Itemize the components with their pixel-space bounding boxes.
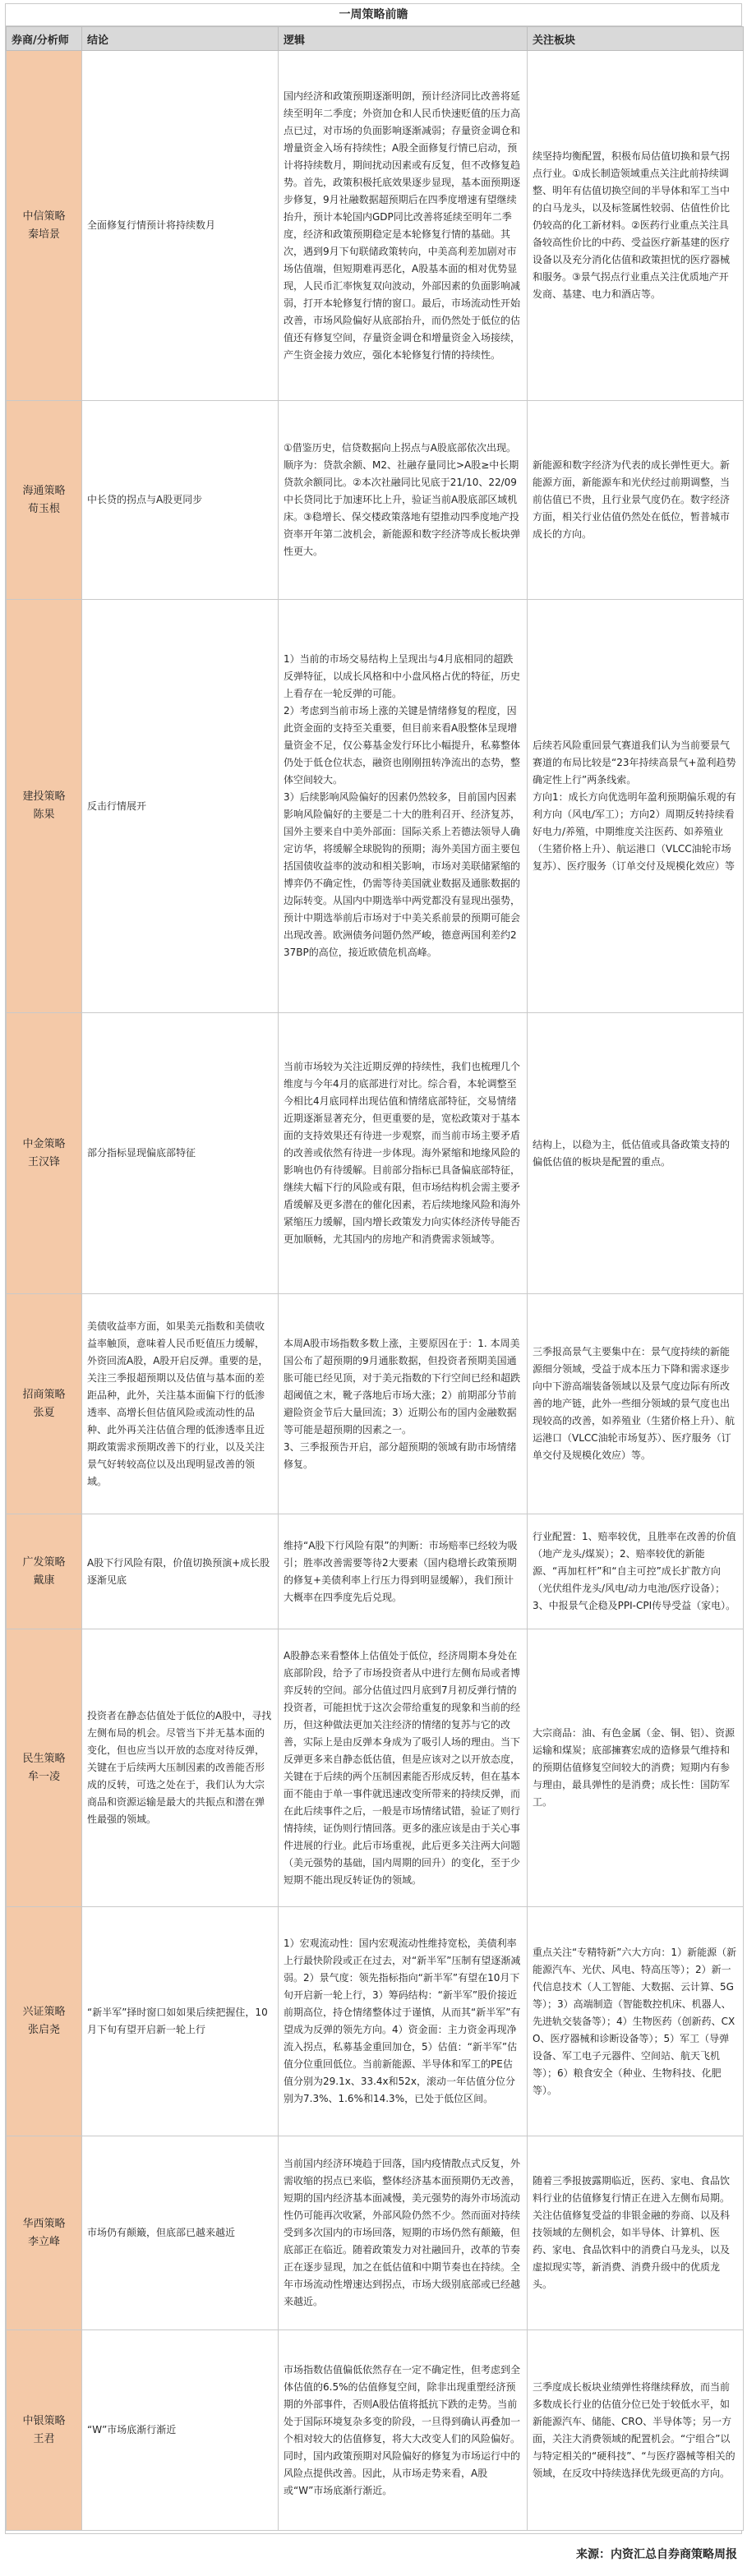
- header-conclusion: 结论: [82, 27, 279, 51]
- broker-cell: [7, 1294, 82, 1514]
- table-row: [7, 1629, 744, 1907]
- logic-cell: 当前市场较为关注近期反弹的持续性，我们也梳理几个维度与今年4月的底部进行对比。综合看，本轮调整至今相比4月底同样出现估值和情绪底部特征，交易情绪近期逐渐显著充分，但更重要的是，宽松政策对于基本面的支持效果还有待进一步观察，而当前市场主要矛盾的改善或依然有待进一步体现。海外紧缩和地缘风险的影响也仍有待缓解。目前部分指标已具备偏底部特征，继续大幅下行的风险或有限，但市场结构机会需主要矛盾缓解及更多潜在的催化因素，若后续地缘风险和海外紧缩压力缓解，国内增长政策发力向实体经济传导能否更加顺畅，尤其国内的房地产和消费需求领域等。: [279, 1013, 528, 1294]
- analyst-name: 李立峰: [27, 2235, 60, 2248]
- logic-cell: 当前国内经济环境趋于回落，国内疫情散点式反复，外需收缩的拐点已来临，整体经济基本面预期仍无改善，短期的国内经济基本面减慢，美元强势的海外市场流动性仍可能再次收紧，外部风险仍然不少。然而面对持续受到多次国内的市场回落，短期的市场仍然有颠簸，但底部正在临近。随着政策发力对社融回升，改革的节奏正在逐步显现，加之在低估值和中期节奏也在持续。全年市场流动性增速达到拐点，市场大级别底部或已经越来越近。: [279, 2136, 528, 2330]
- focus-cell: 续坚持均衡配置，积极布局估值切换和景气拐点行业。①成长制造领域重点关注此前持续调整、明年有估值切换空间的半导体和军工当中的白马龙头，以及标签属性较弱、估值性价比仍较高的化工新材料。②医药行业重点关注具备较高性价比的中药、受益医疗新基建的医疗设备以及充分消化估值和政策担忧的医疗器械和服务。③景气拐点行业重点关注优质地产开发商、基建、电力和酒店等。: [528, 51, 744, 401]
- table-header-row: [7, 27, 744, 51]
- logic-cell: ①借鉴历史，信贷数据向上拐点与A股底部依次出现。顺序为：贷款余额、M2、社融存量同比>A股≥中长期贷款余额同比。②本次社融同比见底于21/10、22/09中长贷同比于加速环比上升，验证当前A股底部区域机床。③稳增长、保交楼政策落地有望推动四季度地产投资率开年第二波机会，新能源和数字经济等成长板块弹性更大。: [279, 401, 528, 600]
- analyst-name: 牟一凌: [27, 1770, 60, 1783]
- strategy-summary-sheet: [5, 3, 742, 2534]
- broker-cell: [7, 1907, 82, 2136]
- conclusion-cell: 中长贷的拐点与A股更同步: [82, 401, 279, 600]
- header-focus: 关注板块: [528, 27, 744, 51]
- focus-cell: 大宗商品：油、有色金属（金、铜、铝）、资源运输和煤炭；底部擁赛宏成的造修景气维持和的预期估值修复空间较大的消费；短期内有参与理由，最具弹性的是消费；成长性：国防军工。: [528, 1629, 744, 1907]
- analyst-name: 张启尧: [27, 2024, 60, 2036]
- conclusion-cell: A股下行风险有限，价值切换预演+成长股逐渐见底: [82, 1514, 279, 1629]
- broker-name: 海通策略: [22, 484, 66, 497]
- broker-name: 建投策略: [22, 790, 66, 803]
- logic-cell: 维持“A股下行风险有限”的判断：市场赔率已经较为吸引；胜率改善需要等待2大要素（国内稳增长政策预期的修复+美债利率上行压力得到明显缓解），我们预计大概率在四季度先后兑现。: [279, 1514, 528, 1629]
- conclusion-cell: 市场仍有颠簸，但底部已越来越近: [82, 2136, 279, 2330]
- table-row: [7, 401, 744, 600]
- analyst-name: 王汉锋: [27, 1155, 60, 1168]
- conclusion-cell: 投资者在静态估值处于低位的A股中，寻找左侧布局的机会。尽管当下并无基本面的变化，但也应当以开放的态度对待反弹，关键在于后续两大压制因素的改善能否形成的反转，可选之处在于，我们认为大宗商品和资源运输是最大的共振点和潜在弹性最强的领域。: [82, 1629, 279, 1907]
- logic-cell: 市场指数估值偏低依然存在一定不确定性，但考虑到全体估值的6.5%的估值修复空间，除非出现重塑经济预期的外部事件，否则A股估值将抵抗下跌的走势。当前处于国际环境复杂多变的阶段，一旦得到确认再叠加一个相对较大的估值修复，将大大改变人们的风险偏好。同时，国内政策预期对风险偏好的修复为市场运行中的风险点提供改善。因此，从市场走势来看，A股或“W”市场底渐行渐近。: [279, 2330, 528, 2531]
- conclusion-cell: 部分指标显现偏底部特征: [82, 1013, 279, 1294]
- analyst-name: 戴康: [33, 1574, 55, 1587]
- table-row: [7, 600, 744, 1013]
- header-logic: 逻辑: [279, 27, 528, 51]
- broker-name: 兴证策略: [22, 2006, 66, 2018]
- broker-name: 中信策略: [22, 210, 66, 223]
- focus-cell: 后续若风险重回景气赛道我们认为当前要景气赛道的布局比较是“23年持续高景气+盈利趋势确定性上行”两条线索。 方向1：成长方向优选明年盈利预期偏乐观的有利方向（风电/军工）；方向2）周期反转持续看好电力/养殖，中期维度关注医药、如养殖业（生猪价格上升）、航运港口（VLCC油轮市场复苏）、医疗服务（订单交付及规模化效应）等: [528, 600, 744, 1013]
- logic-cell: 1）宏观流动性：国内宏观流动性维持宽松，美债利率上行最快阶段或正在过去，对“新半军”压制有望逐渐减弱。2）景气度：领先指标指向“新半军”有望在10月下旬开启新一轮上行，3）筹码结构：“新半军”股价接近前期高位，持仓情绪整体过于谨慎，从而其“新半军”有望成为反弹的领先方向。4）资金面：主力资金再现净流入拐点，私募基金重回加仓，5）估值：“新半军”估值分位重回低位。当前新能源、半导体和军工的PE估值分别为29.1x、33.4x和52x，滚动一年估值分位分别为7.3%、1.6%和14.3%，已处于低位区间。: [279, 1907, 528, 2136]
- broker-name: 民生策略: [22, 1752, 66, 1765]
- focus-cell: 三季度成长板块业绩弹性将继续释放，而当前多数成长行业的估值分位已处于较低水平，如新能源汽车、储能、CRO、半导体等；另一方面，关注大消费领域的配置机会。“宁组合”以与特定相关的“硬科技”、“与医疗器械等相关的领域，在反攻中持续选择优先级更高的方向。: [528, 2330, 744, 2531]
- logic-cell: 1）当前的市场交易结构上呈现出与4月底相同的超跌反弹特征，以成长风格和中小盘风格占优的特征，历史上看存在一轮反弹的可能。 2）考虑到当前市场上涨的关键是情绪修复的程度，因此资金面的支持至关重要，但目前来看A股整体呈现增量资金不足，仅公募基金发行环比小幅提升，私募整体仍处于低仓位状态，融资也刚刚扭转净流出的态势，整体空间较大。 3）后续影响风险偏好的因素仍然较多，目前国内因素影响风险偏好的主要是二十大的胜利召开、经济复苏，国外主要来自中美外部面：国际关系上若德法领导人确定访华，将缓解全球脱钩的预期；海外美国方面主要包括国债收益率的波动和相关影响，市场对美联储紧缩的博弈仍不确定性，仍需等待美国就业数据及通胀数据的边际转变。从国内中期选举中两党都没有显现出强势，预计中期选举前后市场对于中美关系前景的预期可能会出现改善。欧洲债务问题仍然严峻，德意两国利差约237BP的高位，接近欧债危机高峰。: [279, 600, 528, 1013]
- table-row: [7, 1907, 744, 2136]
- table-row: [7, 1514, 744, 1629]
- strategy-table: [6, 26, 744, 2531]
- focus-cell: 结构上，以稳为主，低估值或具备政策支持的偏低估值的板块是配置的重点。: [528, 1013, 744, 1294]
- table-row: [7, 1013, 744, 1294]
- broker-cell: [7, 2136, 82, 2330]
- broker-cell: [7, 1629, 82, 1907]
- broker-name: 中金策略: [22, 1137, 66, 1150]
- conclusion-cell: 美债收益率方面，如果美元指数和美债收益率触顶，意味着人民币贬值压力缓解，外资回流A股，A股开启反弹。重要的是，关注三季报超预期以及估值与基本面的差距品种，此外，关注基本面偏下行的低渗透率、高增长但估值风险或流动性的品种、此外再关注估值合理的低渗透率且近期政策需求预期改善下的行业，以及关注景气好转较高位以及出现明显改善的领域。: [82, 1294, 279, 1514]
- conclusion-cell: “新半军”择时窗口如如果后续把握住，10月下旬有望开启新一轮上行: [82, 1907, 279, 2136]
- logic-cell: 国内经济和政策预期逐渐明朗，预计经济同比改善将延续至明年二季度；外资加仓和人民币快速贬值的压力高点已过，对市场的负面影响逐渐减弱；存量资金调仓和增量资金入场有持续性；A股全面修复行情已启动，预计将持续数月，期间扰动因素或有反复，但不改修复趋势。首先，政策积极托底效果逐步显现，基本面预期逐步修复，9月社融数据超预期后在四季度增速有望继续抬升，预计本轮国内GDP同比改善将延续至明年二季度，经济和政策预期稳定是本轮修复行情的基础。其次，遇到9月下旬联储政策转向，中美高利差加剧对市场估值端，但短期难再恶化，A股基本面的相对优势显现，人民币汇率恢复双向波动，外部因素的负面影响减弱，打开本轮修复行情的窗口。最后，市场流动性开始改善，市场风险偏好从底部抬升，而仍然处于低位的估值还有修复空间，存量资金调仓和增量资金入场接续，产生资金接力效应，强化本轮修复行情的持续性。: [279, 51, 528, 401]
- analyst-name: 张夏: [33, 1406, 55, 1419]
- focus-cell: 三季报高景气主要集中在：景气度持续的新能源细分领域，受益于成本压力下降和需求逐步向中下游高端装备领域以及景气度边际有所改善的地产链，此外一些细分领域的景气度也出现较高的改善，如养殖业（生猪价格上升）、航运港口（VLCC油轮市场复苏）、医疗服务（订单交付及规模化效应）等。: [528, 1294, 744, 1514]
- table-row: [7, 1294, 744, 1514]
- broker-cell: [7, 2330, 82, 2531]
- broker-cell: [7, 1514, 82, 1629]
- table-row: [7, 51, 744, 401]
- conclusion-cell: 全面修复行情预计将持续数月: [82, 51, 279, 401]
- logic-cell: A股静态来看整体上估值处于低位，经济周期本身处在底部阶段，给予了市场投资者从中进行左侧布局或者博弈反转的空间。部分估值过四月底到7月初反弹行情的投资者，可能担忧于这次会带给重复的现象和当前的经历，但这种做法更加关注经济的情绪的复苏与它的改善，实际上是由反弹本身成为了吸引人场的理由。当下反弹更多来自静态低估值，但是应该对之以开放态度，关键在于后续的两个压制因素能否形成反转，但在基本面不能由于单一事件就迅速改变所带来的持续反弹，而在此后续事件之后，一般是市场情绪试错，验证了则行情持续，证伪则行情回落。更多的涨应该是由于关心事件进展的行业。此后市场重视，此后更多关注两大问题（美元强势的基础，国内周期的回升）的变化，至于少短期不能出现反转证伪的领域。: [279, 1629, 528, 1907]
- table-row: [7, 2330, 744, 2531]
- broker-cell: [7, 1013, 82, 1294]
- analyst-name: 王君: [33, 2432, 55, 2445]
- focus-cell: 行业配置：1、赔率较优，且胜率在改善的价值（地产龙头/煤炭）；2、赔率较优的新能源、“再加杠杆”和“自主可控”成长扩散方向（光伏组件龙头/风电/动力电池/医疗设备）；3、中报景气企稳及PPI-CPI传导受益（家电）。: [528, 1514, 744, 1629]
- logic-cell: 本周A股市场指数多数上涨，主要原因在于：1. 本周美国公布了超预期的9月通胀数据，但投资者预期美国通胀可能已经见顶，对于美元指数的下行空间已经和超跌超阈值之末，靴子落地后市场大涨；2）前期部分节前避险资金节后大量回流；3）近期公布的国内金融数据等可能是超预期的因素之一。 3、三季报预告开启，部分超预期的领域有助市场情绪修复。: [279, 1294, 528, 1514]
- conclusion-cell: 反击行情展开: [82, 600, 279, 1013]
- broker-name: 中银策略: [22, 2414, 66, 2427]
- source-note: 来源：内资汇总自券商策略周报: [576, 2548, 737, 2561]
- broker-cell: [7, 51, 82, 401]
- analyst-name: 秦培景: [27, 228, 60, 241]
- focus-cell: 重点关注“专精特新”六大方向：1）新能源（新能源汽车、光伏、风电、特高压等）；2）新一代信息技术（人工智能、大数据、云计算、5G等）；3）高端制造（智能数控机床、机器人、先进轨交装备等）；4）生物医药（创新药、CXO、医疗器械和诊断设备等）；5）军工（导弹设备、军工电子元器件、空间站、航天飞机等）；6）粮食安全（种业、生物科技、化肥等）。: [528, 1907, 744, 2136]
- analyst-name: 荀玉根: [27, 502, 60, 515]
- broker-cell: [7, 401, 82, 600]
- conclusion-cell: “W”市场底渐行渐近: [82, 2330, 279, 2531]
- header-broker: 券商/分析师: [7, 27, 82, 51]
- focus-cell: 随着三季报披露期临近，医药、家电、食品饮料行业的估值修复行情正在进入左侧布局期。关注估值修复受益的非银金融的券商、以及科技领域的左侧机会，如半导体、计算机、医药、家电、食品饮料中的消费白马龙头，以及虚拟现实等，新消费、消费升级中的优质龙头。: [528, 2136, 744, 2330]
- page-title: 一周策略前瞻: [6, 4, 741, 26]
- broker-name: 招商策略: [22, 1388, 66, 1401]
- focus-cell: 新能源和数字经济为代表的成长弹性更大。新能源方面，新能源车和光伏经过前期调整，当前估值已不贵，且行业景气度仍在。数字经济方面，相关行业估值仍然处在低位，暂普城市成长的方向。: [528, 401, 744, 600]
- broker-cell: [7, 600, 82, 1013]
- broker-name: 广发策略: [22, 1555, 66, 1569]
- broker-name: 华西策略: [22, 2217, 66, 2230]
- analyst-name: 陈果: [33, 809, 55, 821]
- table-row: [7, 2136, 744, 2330]
